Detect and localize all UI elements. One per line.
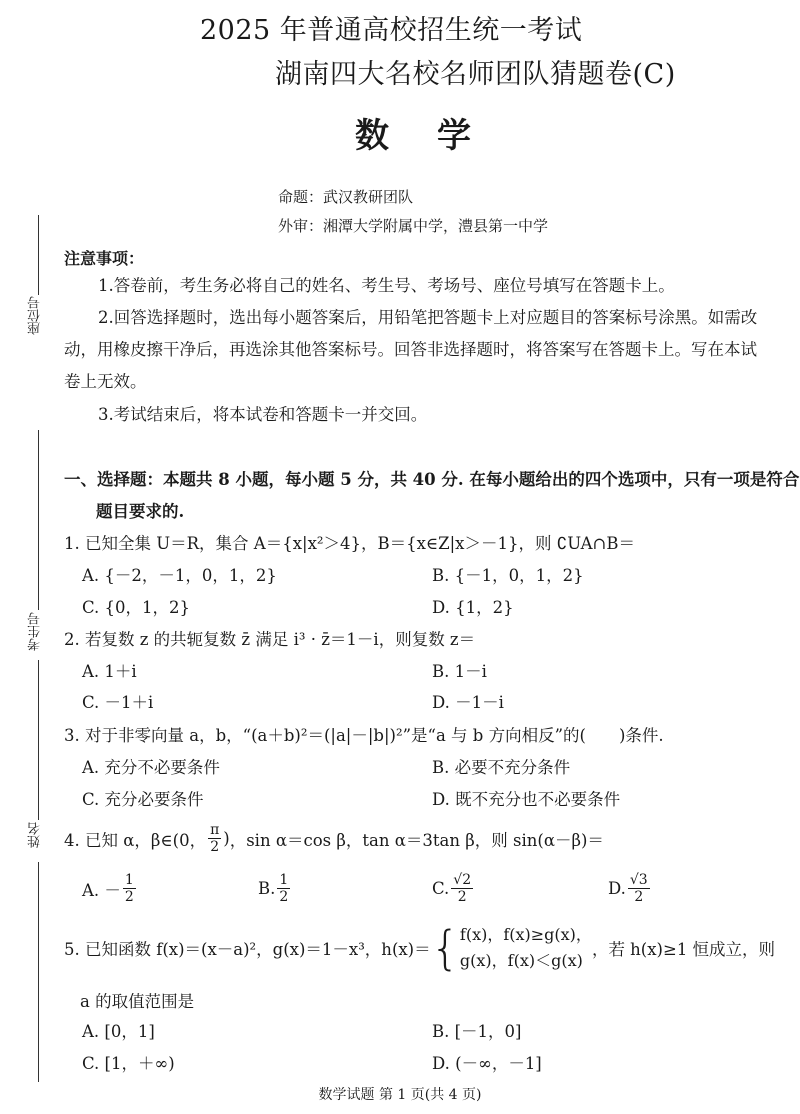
piecewise-brace: { bbox=[430, 921, 460, 975]
question-4-interval-close: ) bbox=[223, 829, 230, 848]
question-2-stem: 2. 若复数 z 的共轭复数 z̄ 满足 i³ · z̄＝1－i，则复数 z＝ bbox=[64, 630, 476, 649]
fraction bbox=[123, 872, 136, 905]
question-5-option-a: A. [0，1] bbox=[82, 1022, 155, 1041]
fraction-numerator: √3 bbox=[629, 872, 648, 888]
question-3-stem: 3. 对于非零向量 a，b，“(a＋b)²＝(|a|－|b|)²”是“a 与 b 方向相反”的( )条件. bbox=[64, 726, 664, 745]
pi-over-2-fraction bbox=[208, 822, 221, 855]
fraction bbox=[277, 872, 290, 905]
subject-title: 数学 bbox=[355, 116, 519, 156]
piecewise-cases bbox=[460, 922, 592, 974]
binding-line bbox=[38, 430, 39, 610]
question-2-option-d: D. －1－i bbox=[432, 693, 504, 712]
question-1-option-d: D. {1，2} bbox=[432, 598, 514, 617]
question-5-stem-suffix: ，若 h(x)≥1 恒成立，则 bbox=[591, 940, 776, 959]
question-5-option-c: C. [1，＋∞) bbox=[82, 1054, 175, 1073]
question-5-option-d: D. (－∞，－1] bbox=[432, 1054, 542, 1073]
question-3-option-c: C. 充分必要条件 bbox=[82, 790, 204, 809]
section-1-heading-line1: 一、选择题：本题共 8 小题，每小题 5 分，共 40 分. 在每小题给出的四个选项中，只有一项是符合 bbox=[64, 470, 800, 489]
question-5-stem-line2: a 的取值范围是 bbox=[80, 992, 195, 1011]
section-1-heading-line2: 题目要求的. bbox=[96, 502, 185, 521]
seat-number-label: 座位号 bbox=[28, 296, 43, 335]
question-4-option-a bbox=[82, 872, 138, 905]
fraction-denominator: 2 bbox=[634, 889, 644, 905]
fraction bbox=[451, 872, 473, 905]
fraction-denominator: 2 bbox=[279, 889, 289, 905]
fraction-numerator: 1 bbox=[124, 872, 134, 888]
fraction-numerator: π bbox=[210, 822, 220, 838]
fraction-numerator: 1 bbox=[279, 872, 289, 888]
fraction bbox=[628, 872, 650, 905]
name-label: 姓名 bbox=[28, 822, 43, 848]
reviewer-line: 外审：湘潭大学附属中学，澧县第一中学 bbox=[278, 217, 549, 235]
notice-heading: 注意事项： bbox=[64, 249, 145, 268]
question-4-option-d bbox=[608, 872, 652, 905]
option-label: A. － bbox=[82, 880, 121, 900]
option-label: C. bbox=[432, 879, 450, 898]
option-label: D. bbox=[608, 879, 626, 898]
option-label: B. bbox=[258, 879, 276, 898]
question-5-stem bbox=[64, 922, 775, 974]
question-4-option-c bbox=[432, 872, 475, 905]
question-1-option-c: C. {0，1，2} bbox=[82, 598, 191, 617]
exam-title-line2: 湖南四大名校名师团队猜题卷(C) bbox=[275, 59, 676, 90]
fraction-denominator: 2 bbox=[124, 889, 134, 905]
page-footer: 数学试题 第 1 页(共 4 页) bbox=[318, 1087, 482, 1103]
question-3-option-d: D. 既不充分也不必要条件 bbox=[432, 790, 621, 809]
question-2-option-b: B. 1－i bbox=[432, 662, 487, 681]
binding-line bbox=[38, 215, 39, 295]
question-4-stem-suffix: ，sin α＝cos β，tan α＝3tan β，则 sin(α－β)＝ bbox=[229, 830, 604, 850]
question-4-stem bbox=[64, 822, 604, 855]
exam-number-label: 考生号 bbox=[28, 612, 43, 651]
question-1-option-b: B. {－1，0，1，2} bbox=[432, 566, 584, 585]
question-4-stem-prefix: 4. 已知 α，β∈ bbox=[64, 830, 173, 850]
question-3-option-b: B. 必要不充分条件 bbox=[432, 758, 571, 777]
question-5-stem-prefix: 5. 已知函数 f(x)＝(x－a)²，g(x)＝1－x³，h(x)＝ bbox=[64, 940, 431, 959]
piecewise-case-1: f(x)，f(x)≥g(x)， bbox=[459, 925, 592, 944]
author-line: 命题：武汉教研团队 bbox=[278, 188, 414, 206]
question-3-option-a: A. 充分不必要条件 bbox=[82, 758, 220, 777]
notice-item-2-line2: 动，用橡皮擦干净后，再选涂其他答案标号。回答非选择题时，将答案写在答题卡上。写在本试 bbox=[64, 340, 757, 359]
notice-item-1: 1.答卷前，考生务必将自己的姓名、考生号、考场号、座位号填写在答题卡上。 bbox=[98, 276, 675, 295]
binding-line bbox=[38, 660, 39, 820]
question-2-option-c: C. －1＋i bbox=[82, 693, 154, 712]
binding-line bbox=[38, 862, 39, 1082]
fraction-denominator: 2 bbox=[210, 839, 220, 855]
fraction-numerator: √2 bbox=[453, 872, 472, 888]
notice-item-3: 3.考试结束后，将本试卷和答题卡一并交回。 bbox=[98, 405, 428, 424]
piecewise-case-2: g(x)，f(x)＜g(x) bbox=[459, 951, 583, 970]
notice-item-2-line3: 卷上无效。 bbox=[64, 372, 147, 391]
notice-item-2-line1: 2.回答选择题时，选出每小题答案后，用铅笔把答题卡上对应题目的答案标号涂黑。如需改 bbox=[98, 308, 758, 327]
question-4-option-b bbox=[258, 872, 292, 905]
fraction-denominator: 2 bbox=[457, 889, 467, 905]
question-4-interval-open: (0， bbox=[172, 830, 207, 850]
question-2-option-a: A. 1＋i bbox=[82, 662, 137, 681]
question-1-option-a: A. {－2，－1，0，1，2} bbox=[82, 566, 277, 585]
question-5-option-b: B. [－1，0] bbox=[432, 1022, 522, 1041]
exam-title-line1: 2025 年普通高校招生统一考试 bbox=[200, 15, 583, 46]
question-1-stem: 1. 已知全集 U＝R，集合 A＝{x|x²＞4}，B＝{x∈Z|x＞－1}，则 ∁UA∩B＝ bbox=[64, 534, 635, 553]
